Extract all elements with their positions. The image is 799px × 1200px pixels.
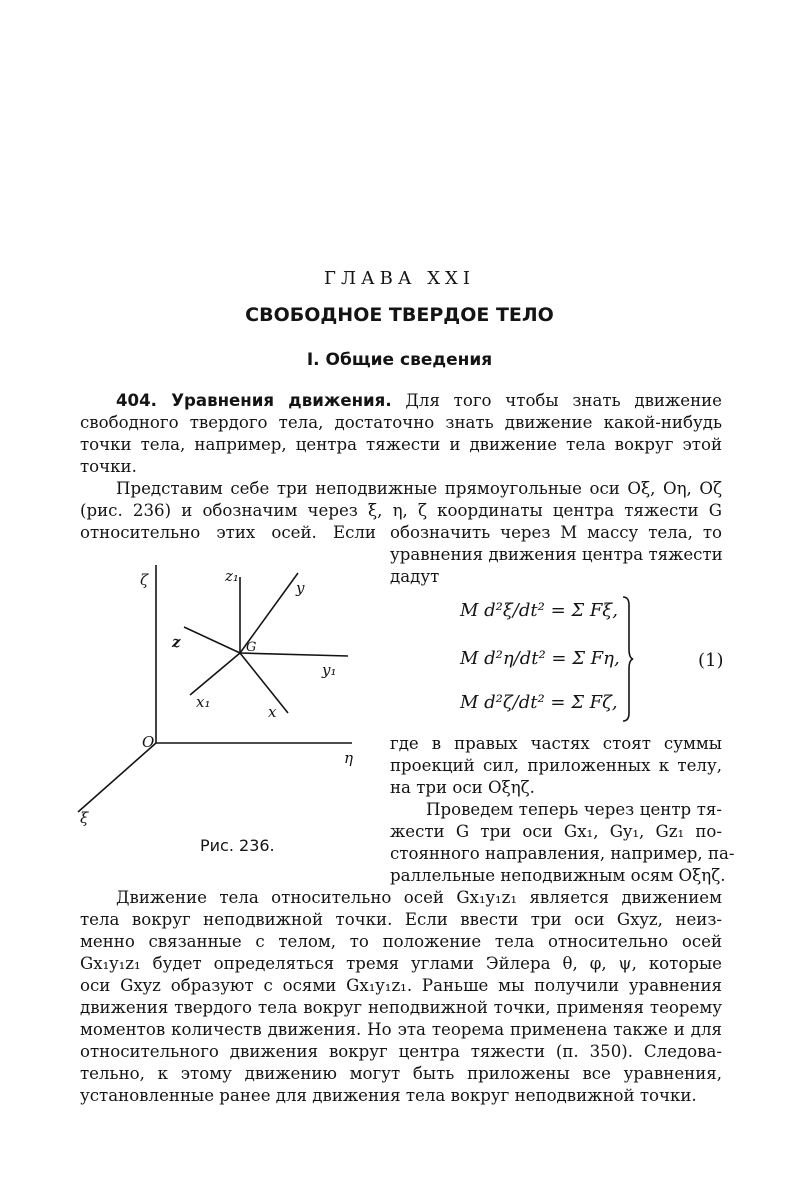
label-y: y (296, 579, 305, 597)
text-line: менно связанные с телом, то положение тела относительно осей (80, 932, 722, 951)
label-xi: ξ (80, 809, 89, 827)
text-line: Проведем теперь через центр тя- (426, 800, 722, 819)
text-line: уравнения движения центра тяжести (390, 545, 723, 564)
text-line: относительно этих осей. Если (80, 523, 376, 542)
text-line: свободного твердого тела, достаточно знать движение какой-нибудь (80, 413, 722, 432)
label-O: O (142, 733, 155, 751)
label-x: x (268, 703, 277, 721)
axis-x-line (240, 653, 288, 713)
text-line: раллельные неподвижным осям Oξηζ. (390, 866, 726, 885)
text-line: жести G три оси Gx₁, Gy₁, Gz₁ по- (390, 822, 722, 841)
text-line: точки. (80, 457, 137, 476)
text-line: Движение тела относительно осей Gx₁y₁z₁ является движением (116, 888, 722, 907)
equation-3: M d²ζ/dt² = Σ Fζ, (460, 692, 618, 713)
brace-icon (620, 595, 634, 723)
chapter-heading: ГЛАВА XXI (324, 268, 475, 289)
figure-caption: Рис. 236. (200, 836, 275, 855)
label-zeta: ζ (140, 571, 149, 589)
text-line: тела вокруг неподвижной точки. Если ввести три оси Gxyz, неиз- (80, 910, 722, 929)
text-line: где в правых частях стоят суммы (390, 734, 722, 753)
text-span: Для того чтобы знать движение (405, 391, 723, 410)
axis-x1-line (190, 653, 240, 695)
text-line: дадут (390, 567, 440, 586)
text-line: точки тела, например, центра тяжести и движение тела вокруг этой (80, 435, 722, 454)
text-line (116, 391, 722, 411)
figure-236 (70, 555, 370, 830)
text-line: на три оси Oξηζ. (390, 778, 535, 797)
label-eta: η (344, 749, 353, 767)
label-z1: z₁ (225, 567, 239, 585)
text-line: стоянного направления, например, па- (390, 844, 735, 863)
text-line: движения твердого тела вокруг неподвижной точки, применяя теорему (80, 998, 722, 1017)
text-line: (рис. 236) и обозначим через ξ, η, ζ координаты центра тяжести G (80, 501, 722, 520)
text-line: относительного движения вокруг центра тяжести (п. 350). Следова- (80, 1042, 722, 1061)
axis-xi-line (78, 743, 156, 812)
text-line: оси Gxyz образуют с осями Gx₁y₁z₁. Раньше мы получили уравнения (80, 976, 722, 995)
label-G: G (246, 640, 257, 655)
text-line: Представим себе три неподвижные прямоугольные оси Oξ, Oη, Oζ (116, 479, 722, 498)
label-x1: x₁ (196, 693, 211, 711)
chapter-title: СВОБОДНОЕ ТВЕРДОЕ ТЕЛО (245, 304, 554, 326)
text-line: установленные ранее для движения тела вокруг неподвижной точки. (80, 1086, 697, 1105)
text-line: Gx₁y₁z₁ будет определяться тремя углами Эйлера θ, φ, ψ, которые (80, 954, 722, 973)
equation-1: M d²ξ/dt² = Σ Fξ, (460, 600, 618, 621)
label-z: z (172, 633, 181, 651)
paragraph-number: 404. Уравнения движения. (116, 391, 392, 410)
text-line: обозначить через M массу тела, то (390, 523, 722, 542)
equation-number: (1) (698, 650, 724, 671)
text-line: тельно, к этому движению могут быть приложены все уравнения, (80, 1064, 722, 1083)
label-y1: y₁ (322, 661, 337, 679)
text-line: проекций сил, приложенных к телу, (390, 756, 722, 775)
equation-2: M d²η/dt² = Σ Fη, (460, 648, 620, 669)
axis-z-line (184, 627, 240, 653)
text-line: моментов количеств движения. Но эта теорема применена также и для (80, 1020, 722, 1039)
section-heading: I. Общие сведения (306, 350, 493, 370)
